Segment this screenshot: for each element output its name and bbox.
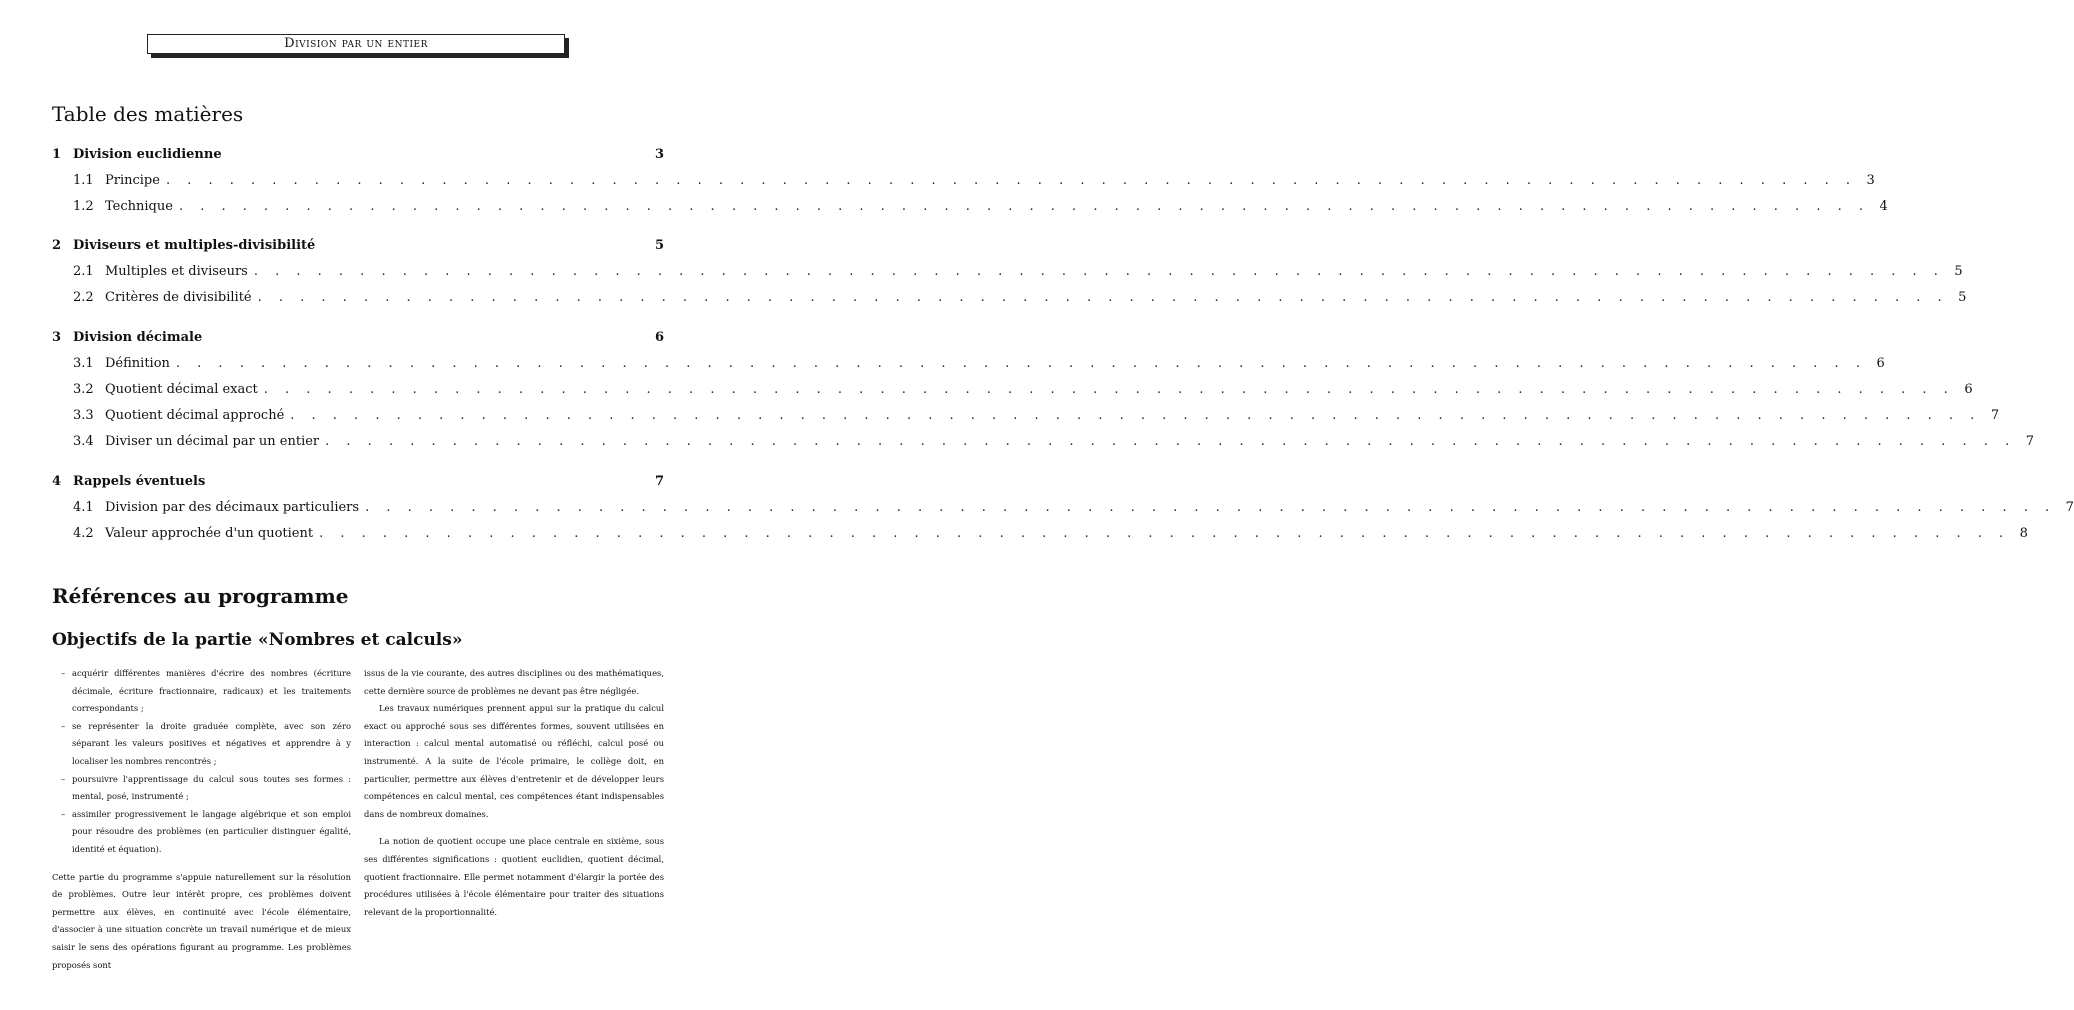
list-item: – assimiler progressivement le langage algébrique et son emploi pour résoudre des problèmes (en particulier distinguer égalité, identité et équation).: [52, 806, 351, 859]
body-paragraph: Cette partie du programme s'appuie naturellement sur la résolution de problèmes. Outre leur intérêt propre, ces problèmes doivent permettre aux élèves, en continuité avec l'école élémentaire, d'associer à une situation concrète un travail numérique et de mieux saisir le sens des opérations figurant au programme. Les problèmes proposés sont: [52, 871, 351, 970]
toc-number: 4.1: [73, 500, 94, 515]
toc-subsection-row[interactable]: [52, 434, 2034, 452]
toc-leader-dots: . . . . . . . . . . . . . . . . . . . . . . . . . . . . . . . . . . . . . . . . . . . . . . . . . . . . . . . . . . . . . . . . . . . . . . . . . . . . . . . .: [319, 526, 2010, 541]
toc-number: 4: [52, 474, 62, 489]
toc-page-number: 4: [1879, 199, 1888, 214]
toc-page-number: 5: [1954, 264, 1963, 279]
left-column: [52, 665, 351, 974]
toc-subsection-row[interactable]: [52, 290, 1967, 308]
toc-page-number: 3: [654, 147, 664, 162]
toc-number: 1: [52, 147, 62, 162]
body-paragraph: issus de la vie courante, des autres disciplines ou des mathématiques, cette dernière source de problèmes ne devant pas être négligée.: [364, 668, 664, 696]
toc-title: Critères de divisibilité: [105, 290, 252, 305]
toc-title: Définition: [105, 356, 170, 371]
toc-title: Multiples et diviseurs: [105, 264, 248, 279]
toc-number: 4.2: [73, 526, 94, 541]
toc-subsection-row[interactable]: [52, 173, 1875, 191]
toc-page-number: 8: [2019, 526, 2028, 541]
toc-leader-dots: . . . . . . . . . . . . . . . . . . . . . . . . . . . . . . . . . . . . . . . . . . . . . . . . . . . . . . . . . . . . . . . . . . . . . . . . . . . . . . . .: [263, 382, 1955, 397]
toc-leader-dots: . . . . . . . . . . . . . . . . . . . . . . . . . . . . . . . . . . . . . . . . . . . . . . . . . . . . . . . . . . . . . . . . . . . . . . . . . . . . . . . .: [325, 434, 2016, 449]
toc-number: 2: [52, 238, 62, 253]
toc-leader-dots: . . . . . . . . . . . . . . . . . . . . . . . . . . . . . . . . . . . . . . . . . . . . . . . . . . . . . . . . . . . . . . . . . . . . . . . . . . . . . . . .: [365, 500, 2056, 515]
toc-subsection-row[interactable]: [52, 382, 1973, 400]
toc-number: 3: [52, 330, 62, 345]
toc-number: 3.4: [73, 434, 94, 449]
body-paragraph: Les travaux numériques prennent appui sur la pratique du calcul exact ou approché sous ses différentes formes, souvent utilisées en interaction : calcul mental automatisé ou réfléchi, calcul posé ou instrumenté. A la suite de l'école primaire, le collège doit, en particulier, permettre aux élèves d'entretenir et de développer leurs compétences en calcul mental, ces compétences étant indispensables dans de nombreux domaines.: [364, 703, 664, 819]
toc-page-number: 7: [2065, 500, 2074, 515]
toc-number: 1.1: [73, 173, 94, 188]
toc-page-number: 7: [2025, 434, 2034, 449]
objectives-heading: Objectifs de la partie «Nombres et calculs»: [52, 630, 463, 650]
body-paragraph: La notion de quotient occupe une place centrale en sixième, sous ses différentes significations : quotient euclidien, quotient décimal, quotient fractionnaire. Elle permet notamment d'élargir la portée des procédures utilisées à l'école élémentaire pour traiter des situations relevant de la proportionnalité.: [364, 836, 664, 917]
right-column: [364, 665, 664, 921]
toc-leader-dots: . . . . . . . . . . . . . . . . . . . . . . . . . . . . . . . . . . . . . . . . . . . . . . . . . . . . . . . . . . . . . . . . . . . . . . . . . . . . . . . .: [178, 199, 1870, 214]
toc-subsection-row[interactable]: [52, 526, 2028, 544]
toc-title: Principe: [105, 173, 160, 188]
toc-title: Division décimale: [73, 330, 203, 345]
toc-section-row[interactable]: [52, 238, 664, 256]
toc-subsection-row[interactable]: [52, 408, 2000, 426]
toc-page-number: 6: [1964, 382, 1973, 397]
toc-title: Division euclidienne: [73, 147, 222, 162]
toc-number: 1.2: [73, 199, 94, 214]
toc-subsection-row[interactable]: [52, 264, 1963, 282]
toc-title: Rappels éventuels: [73, 474, 206, 489]
toc-page-number: 6: [654, 330, 664, 345]
toc-title: Quotient décimal exact: [105, 382, 258, 397]
toc-number: 3.3: [73, 408, 94, 423]
toc-leader-dots: . . . . . . . . . . . . . . . . . . . . . . . . . . . . . . . . . . . . . . . . . . . . . . . . . . . . . . . . . . . . . . . . . . . . . . . . . . . . . . . .: [257, 290, 1949, 305]
toc-page-number: 5: [654, 238, 664, 253]
toc-section-row[interactable]: [52, 147, 664, 165]
toc-subsection-row[interactable]: [52, 356, 1885, 374]
toc-page-number: 6: [1876, 356, 1885, 371]
toc-title: Technique: [105, 199, 173, 214]
toc-number: 2.1: [73, 264, 94, 279]
toc-page-number: 7: [654, 474, 664, 489]
list-item: – acquérir différentes manières d'écrire des nombres (écriture décimale, écriture fractionnaire, radicaux) et les traitements correspondants ;: [52, 665, 351, 718]
toc-title: Diviser un décimal par un entier: [105, 434, 320, 449]
toc-leader-dots: . . . . . . . . . . . . . . . . . . . . . . . . . . . . . . . . . . . . . . . . . . . . . . . . . . . . . . . . . . . . . . . . . . . . . . . . . . . . . . . .: [253, 264, 1945, 279]
objectives-list: [52, 665, 351, 859]
toc-number: 2.2: [73, 290, 94, 305]
references-heading: Références au programme: [52, 584, 349, 608]
toc-leader-dots: . . . . . . . . . . . . . . . . . . . . . . . . . . . . . . . . . . . . . . . . . . . . . . . . . . . . . . . . . . . . . . . . . . . . . . . . . . . . . . . .: [290, 408, 1981, 423]
list-item: – poursuivre l'apprentissage du calcul sous toutes ses formes : mental, posé, instrumenté ;: [52, 771, 351, 806]
toc-leader-dots: . . . . . . . . . . . . . . . . . . . . . . . . . . . . . . . . . . . . . . . . . . . . . . . . . . . . . . . . . . . . . . . . . . . . . . . . . . . . . . . .: [165, 173, 1857, 188]
toc-title: Diviseurs et multiples-divisibilité: [73, 238, 316, 253]
toc-number: 3.1: [73, 356, 94, 371]
toc-section-row[interactable]: [52, 330, 664, 348]
list-item: – se représenter la droite graduée complète, avec son zéro séparant les valeurs positives et négatives et apprendre à y localiser les nombres rencontrés ;: [52, 718, 351, 771]
toc-page-number: 5: [1958, 290, 1967, 305]
toc-subsection-row[interactable]: [52, 199, 1888, 217]
toc-title: Valeur approchée d'un quotient: [105, 526, 314, 541]
running-header: Division par un entier: [147, 34, 565, 54]
toc-subsection-row[interactable]: [52, 500, 2074, 518]
toc-page-number: 7: [1990, 408, 2000, 423]
toc-heading: Table des matières: [52, 102, 244, 126]
toc-section-row[interactable]: [52, 474, 664, 492]
toc-title: Quotient décimal approché: [105, 408, 285, 423]
toc-title: Division par des décimaux particuliers: [105, 500, 360, 515]
toc-page-number: 3: [1866, 173, 1875, 188]
toc-number: 3.2: [73, 382, 94, 397]
toc-leader-dots: . . . . . . . . . . . . . . . . . . . . . . . . . . . . . . . . . . . . . . . . . . . . . . . . . . . . . . . . . . . . . . . . . . . . . . . . . . . . . . . .: [175, 356, 1867, 371]
